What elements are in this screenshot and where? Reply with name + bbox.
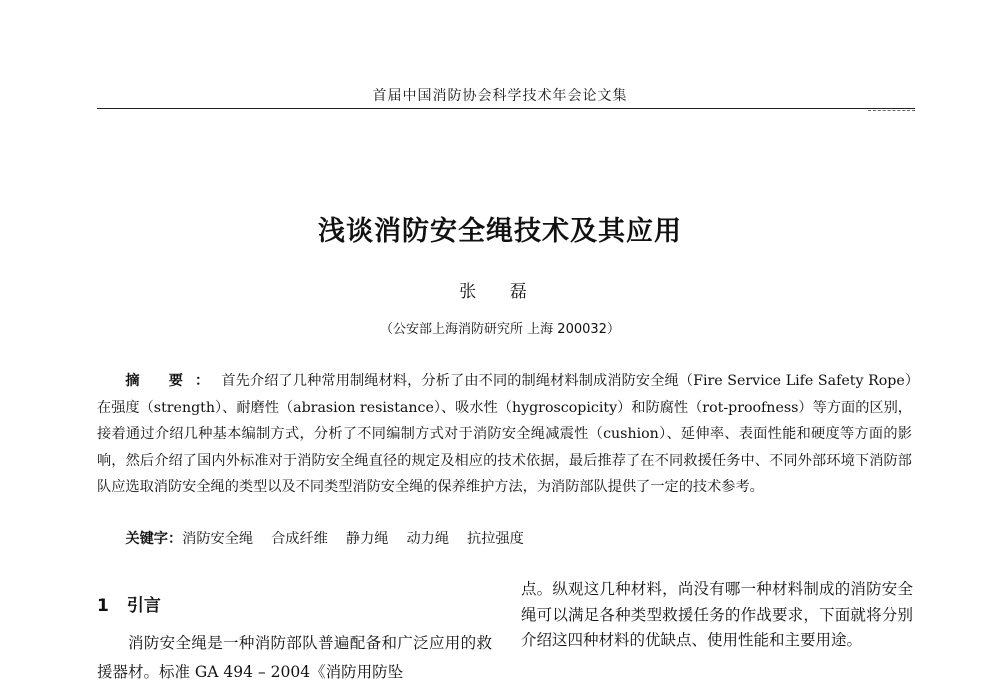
abstract — [97, 368, 912, 501]
right-column-text: 点。纵观这几种材料，尚没有哪一种材料制成的消防安全绳可以满足各种类型救援任务的作战要求，下面就将分别介绍这四种材料的优缺点、使用性能和主要用途。 — [521, 580, 913, 649]
header-rule — [97, 108, 915, 109]
keyword: 动力绳 — [406, 531, 450, 547]
keyword: 消防安全绳 — [182, 531, 254, 547]
keywords-label: 关键字： — [125, 531, 183, 547]
abstract-text: 首先介绍了几种常用制绳材料，分析了由不同的制绳材料制成消防安全绳（Fire Service Life Safety Rope）在强度（strength）、耐磨性（abrasion resistance）、吸水性（hygroscopicity）和防腐性（rot-proofness）等方面的区别，接着通过介绍几种基本编制方式，分析了不同编制方式对于消防安全绳减震性（cushion）、延伸率、表面性能和硬度等方面的影响，然后介绍了国内外标准对于消防安全绳直径的规定及相应的技术依据，最后推荐了在不同救援任务中、不同外部环境下消防部队应选取消防安全绳的类型以及不同类型消防安全绳的保养维护方法，为消防部队提供了一定的技术参考。 — [97, 373, 912, 495]
paper-title: 浅谈消防安全绳技术及其应用 — [318, 216, 682, 247]
keywords — [97, 526, 912, 552]
section-title: 引言 — [126, 596, 161, 616]
section-heading — [97, 591, 161, 616]
author-name: 张 磊 — [459, 282, 541, 302]
keyword: 静力绳 — [345, 531, 389, 547]
author-affiliation: （公安部上海消防研究所 上海 200032） — [380, 322, 620, 337]
section-number: 1 — [97, 596, 109, 616]
header-rule-tail — [868, 110, 915, 111]
left-column-text: 消防安全绳是一种消防部队普遍配备和广泛应用的救援器材。标准 GA 494 – 2004《消防用防坠 — [97, 634, 492, 681]
running-header: 首届中国消防协会科学技术年会论文集 — [372, 88, 628, 104]
abstract-label: 摘 要： — [125, 373, 222, 389]
keyword: 合成纤维 — [271, 531, 328, 547]
keyword: 抗拉强度 — [467, 531, 524, 547]
